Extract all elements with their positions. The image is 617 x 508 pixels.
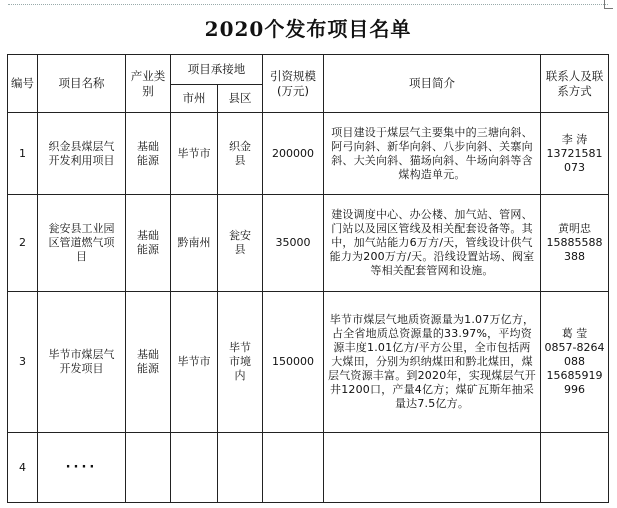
cell-no: 2: [8, 195, 38, 292]
cell-intro: 项目建设于煤层气主要集中的三塘向斜、阿弓向斜、新华向斜、八步向斜、关寨向斜、大关向斜、猫场向斜、牛场向斜等含煤构造单元。: [324, 113, 541, 195]
cell-investment: 150000: [263, 292, 324, 433]
cell-county: 毕节市境内: [218, 292, 263, 433]
cell-industry: 基础能源: [126, 292, 171, 433]
cell-intro: [324, 433, 541, 503]
contact-phone: 15885588388: [546, 236, 603, 263]
cell-project-name: 瓮安县工业园区管道燃气项目: [38, 195, 126, 292]
contact-phone-secondary: 15685919996: [546, 369, 603, 396]
cell-intro: 毕节市煤层气地质资源量为1.07万亿方，占全省地质总资源量的33.97%，平均资源丰度1.01亿方/平方公里，全市包括两大煤田，分别为织纳煤田和黔北煤田，煤层气资源丰富。到2020年，实现煤层气开井1200口，产量4亿方；煤矿瓦斯年抽采量达7.5亿方。: [324, 292, 541, 433]
header-intro: 项目简介: [324, 55, 541, 113]
cell-project-name: 毕节市煤层气开发项目: [38, 292, 126, 433]
table-row: [8, 292, 609, 433]
header-no: 编号: [8, 55, 38, 113]
cell-investment: 35000: [263, 195, 324, 292]
header-row-top: [8, 55, 609, 85]
cell-investment: [263, 433, 324, 503]
cell-city: 毕节市: [171, 113, 218, 195]
table-row: [8, 433, 609, 503]
cell-intro: 建设调度中心、办公楼、加气站、管网、门站以及园区管线及相关配套设备等。其中，加气站能力6万方/天，管线设计供气能力为200万方/天。沿线设置站场、阀室等相关配套管网和设施。: [324, 195, 541, 292]
contact-name: 黄明忠: [558, 222, 591, 235]
cell-county: [218, 433, 263, 503]
cell-industry: 基础能源: [126, 195, 171, 292]
cell-no: 3: [8, 292, 38, 433]
cell-no: 4: [8, 433, 38, 503]
cell-county: 织金县: [218, 113, 263, 195]
cell-project-name: ····: [38, 433, 126, 503]
cell-industry: 基础能源: [126, 113, 171, 195]
header-county: 县区: [218, 85, 263, 113]
header-contact: 联系人及联系方式: [541, 55, 609, 113]
cell-county: 瓮安县: [218, 195, 263, 292]
table-row: [8, 113, 609, 195]
cell-investment: 200000: [263, 113, 324, 195]
contact-phone: 0857-8264088: [544, 341, 605, 368]
cell-no: 1: [8, 113, 38, 195]
cell-project-name: 织金县煤层气开发利用项目: [38, 113, 126, 195]
title-row: [8, 4, 608, 49]
header-industry: 产业类别: [126, 55, 171, 113]
header-location-group: 项目承接地: [171, 55, 263, 85]
cell-industry: [126, 433, 171, 503]
page-corner-mark: [604, 0, 613, 9]
header-city: 市州: [171, 85, 218, 113]
cell-city: 黔南州: [171, 195, 218, 292]
cell-city: [171, 433, 218, 503]
table-row: [8, 195, 609, 292]
cell-contact: [541, 433, 609, 503]
document-title: 2020个发布项目名单: [204, 16, 412, 41]
header-investment: 引资规模(万元): [263, 55, 324, 113]
cell-contact: [541, 292, 609, 433]
cell-contact: [541, 195, 609, 292]
project-table: [7, 54, 609, 503]
cell-contact: [541, 113, 609, 195]
contact-name: 李 涛: [561, 132, 588, 146]
cell-city: 毕节市: [171, 292, 218, 433]
contact-name: 葛 莹: [561, 327, 588, 340]
contact-phone: 13721581073: [546, 146, 603, 174]
header-project-name: 项目名称: [38, 55, 126, 113]
